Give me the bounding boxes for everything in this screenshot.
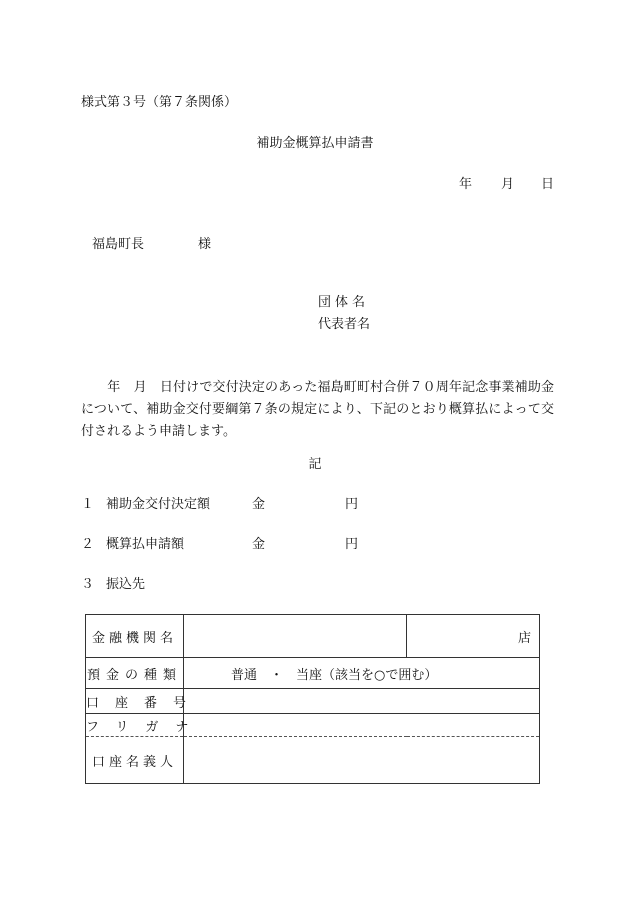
item-1-en: 円 <box>345 497 359 512</box>
document-title: 補助金概算払申請書 <box>256 136 374 151</box>
representative-name-label: 代表者名 <box>318 317 371 332</box>
bank-transfer-table <box>85 614 540 784</box>
organization-name-label: 団体名 <box>318 295 370 310</box>
item-3-number: ３ <box>81 577 95 592</box>
institution-row <box>86 615 540 658</box>
account-number-row <box>86 689 540 714</box>
account-number-label: 口座番号 <box>86 689 184 714</box>
account-type-label: 預金の種類 <box>86 658 184 689</box>
account-holder-label: 口座名義人 <box>86 737 184 784</box>
item-2-number: ２ <box>81 537 95 552</box>
form-number: 様式第３号（第７条関係） <box>81 95 238 110</box>
item-2-en: 円 <box>345 537 359 552</box>
branch-field[interactable] <box>407 615 540 658</box>
addressee-honorific: 様 <box>198 237 212 252</box>
institution-name-field[interactable] <box>184 615 407 658</box>
date-day-label: 日 <box>541 177 555 192</box>
date-year-label: 年 <box>459 177 473 192</box>
furigana-field[interactable] <box>184 714 540 737</box>
furigana-label: フリガナ <box>86 714 184 737</box>
institution-label: 金融機関名 <box>86 615 184 658</box>
item-1-label: 補助金交付決定額 <box>106 497 211 512</box>
account-number-field[interactable] <box>184 689 540 714</box>
account-holder-row <box>86 737 540 784</box>
item-2-label: 概算払申請額 <box>106 537 185 552</box>
date-month-label: 月 <box>501 177 515 192</box>
item-1-kin: 金 <box>252 497 266 512</box>
account-type-options[interactable]: 普通 ・ 当座（該当を○で囲む） <box>184 658 540 689</box>
item-3-label: 振込先 <box>106 577 146 592</box>
branch-suffix: 店 <box>517 630 531 646</box>
ki-heading: 記 <box>308 457 322 472</box>
addressee-name: 福島町長 <box>92 237 145 252</box>
item-2-kin: 金 <box>252 537 266 552</box>
item-1-number: １ <box>81 497 95 512</box>
account-holder-field[interactable] <box>184 737 540 784</box>
furigana-row <box>86 714 540 737</box>
application-body-text: 年 月 日付けで交付決定のあった福島町町村合併７０周年記念事業補助金について、補助金交付要綱第７条の規定により、下記のとおり概算払によって交付されるよう申請します。 <box>81 380 554 439</box>
account-type-row <box>86 658 540 689</box>
